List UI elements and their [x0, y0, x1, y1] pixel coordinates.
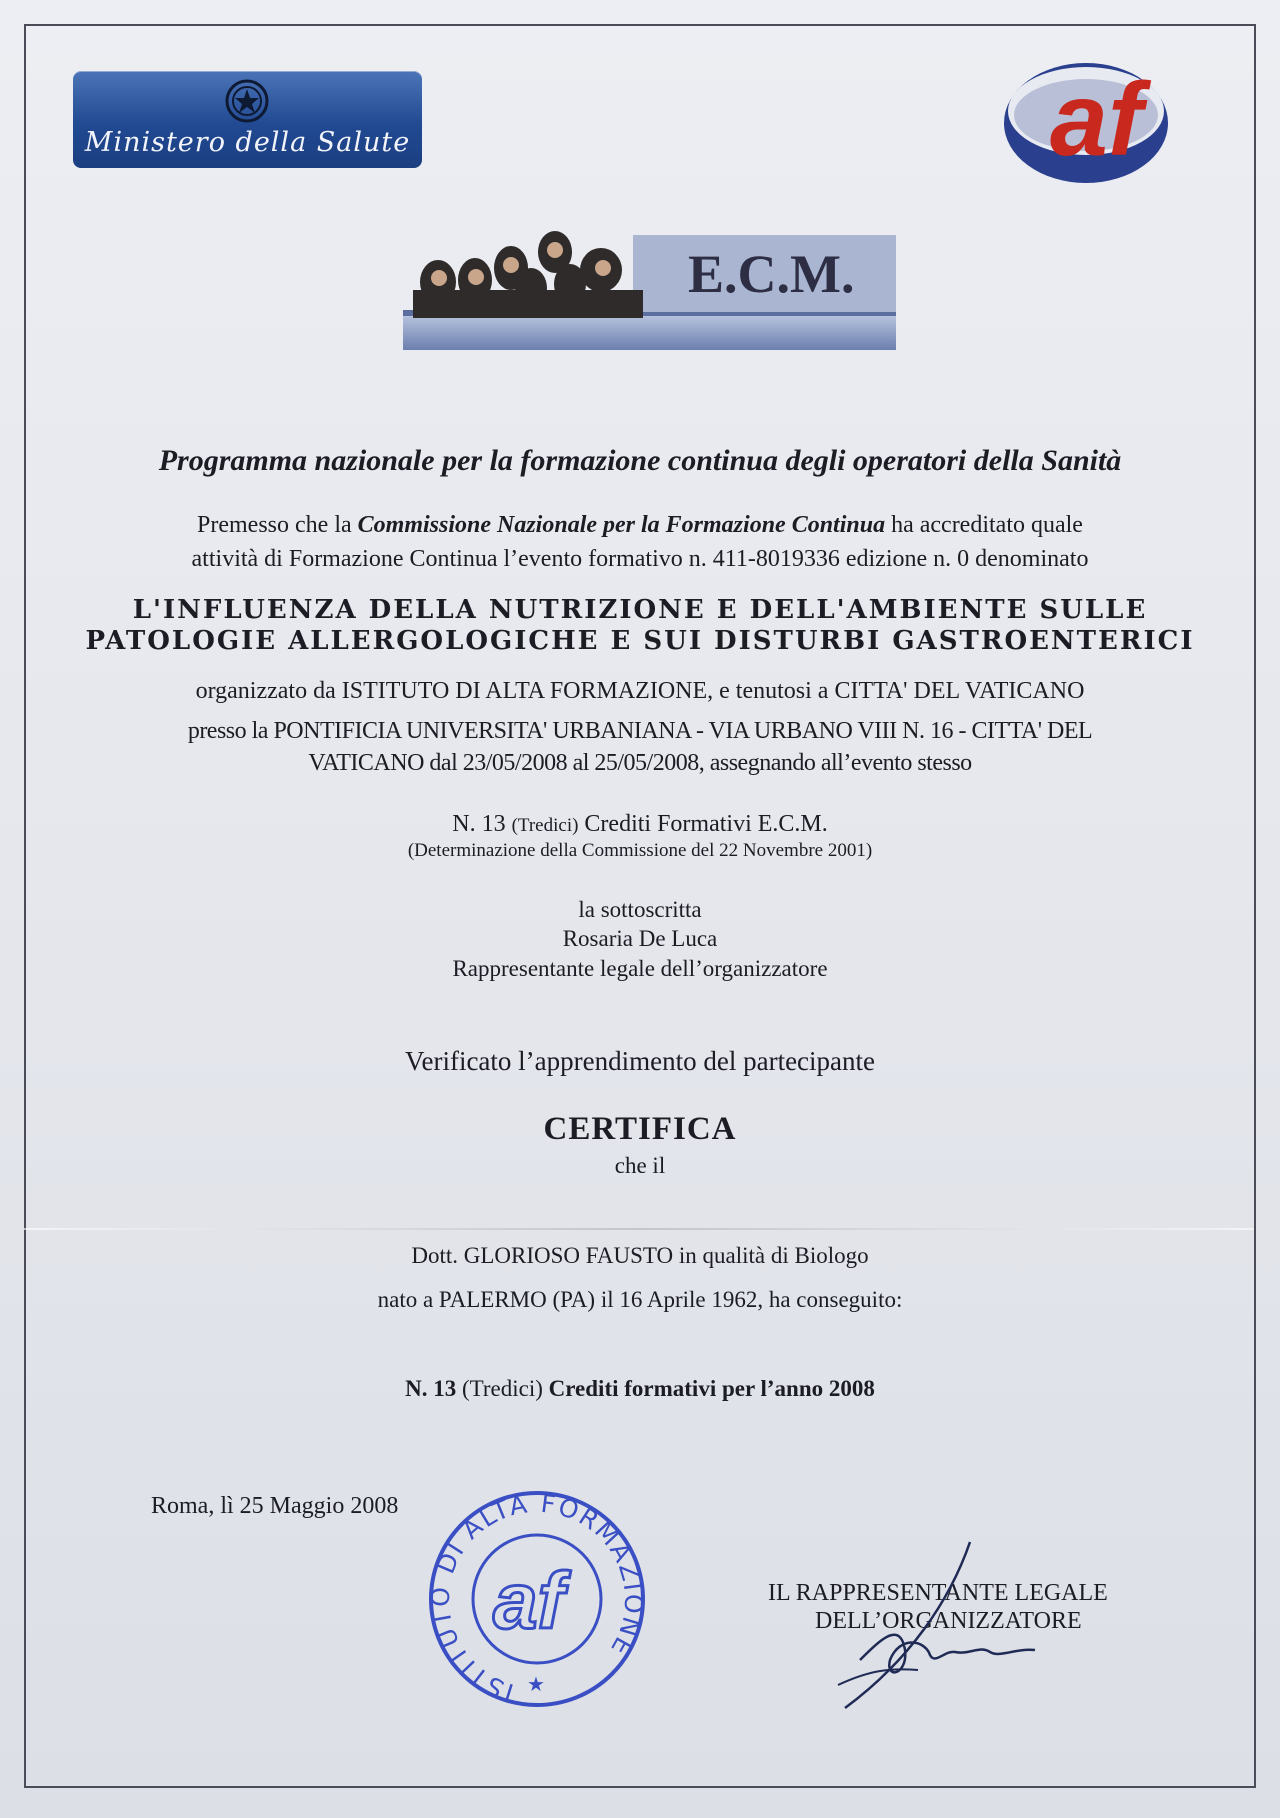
italian-emblem-icon: [223, 77, 271, 125]
commission-name: Commissione Nazionale per la Formazione Continua: [357, 512, 886, 538]
certifica-heading: CERTIFICA: [543, 1111, 737, 1147]
event-title-line-1: L'INFLUENZA DELLA NUTRIZIONE E DELL'AMBIENTE SULLE: [132, 595, 1148, 625]
intro-line-1: [0, 512, 1280, 539]
awarded-credits: [0, 1376, 1280, 1402]
legal-rep-line-2: DELL’ORGANIZZATORE: [815, 1608, 1082, 1634]
signatory-name: Rosaria De Luca: [562, 926, 718, 951]
legal-rep-line-1: IL RAPPRESENTANTE LEGALE: [768, 1580, 1108, 1606]
af-logo-text: af: [1050, 62, 1143, 178]
stamp-center-text: af: [493, 1556, 565, 1645]
ministry-logo: [73, 71, 422, 168]
awarded-credits-words: (Tredici): [461, 1376, 543, 1401]
organization-line-2: presso la PONTIFICIA UNIVERSITA' URBANIANA - VIA URBANO VIII N. 16 - CITTA' DEL: [187, 718, 1093, 744]
signatory-intro: la sottoscritta: [578, 897, 702, 922]
event-title-line-2: PATOLOGIE ALLERGOLOGICHE E SUI DISTURBI GASTROENTERICI: [85, 626, 1195, 656]
organization-line-3: VATICANO dal 23/05/2008 al 25/05/2008, assegnando all’evento stesso: [308, 750, 972, 776]
af-logo: [1000, 55, 1172, 185]
paper-fold-line: [24, 1228, 1254, 1230]
signatory-role: Rappresentante legale dell’organizzatore: [452, 956, 828, 981]
handwritten-signature: [830, 1540, 1060, 1710]
intro-line-2: attività di Formazione Continua l’evento formativo n. 411-8019336 edizione n. 0 denominato: [191, 546, 1089, 572]
awarded-credits-label: Crediti formativi per l’anno 2008: [548, 1376, 875, 1401]
event-credits-words: (Tredici): [511, 815, 579, 836]
event-credits-label: Crediti Formativi E.C.M.: [584, 811, 828, 837]
ministry-name: Ministero della Salute: [84, 127, 411, 158]
participant-line-1: Dott. GLORIOSO FAUSTO in qualità di Biologo: [411, 1243, 869, 1268]
event-credits-number: N. 13: [452, 811, 506, 837]
program-heading: Programma nazionale per la formazione continua degli operatori della Sanità: [158, 444, 1122, 477]
intro-line-1-post: ha accreditato quale: [885, 512, 1083, 538]
stamp-ring-text: ISTITUTO DI ALTA FORMAZIONE: [425, 1488, 649, 1708]
che-il-text: che il: [614, 1153, 666, 1178]
organization-line-1: organizzato da ISTITUTO DI ALTA FORMAZIONE, e tenutosi a CITTA' DEL VATICANO: [195, 678, 1085, 704]
participant-line-2: nato a PALERMO (PA) il 16 Aprile 1962, ha conseguito:: [377, 1287, 903, 1312]
awarded-credits-number: N. 13: [405, 1376, 457, 1401]
intro-line-1-pre: Premesso che la: [197, 512, 358, 538]
determination-note: (Determinazione della Commissione del 22 Novembre 2001): [407, 840, 873, 861]
event-credits: [0, 811, 1280, 838]
ecm-banner: [403, 210, 896, 350]
verification-text: Verificato l’apprendimento del partecipante: [404, 1046, 876, 1076]
organizer-stamp: [423, 1488, 651, 1710]
ecm-title: E.C.M.: [688, 244, 855, 304]
place-date: Roma, lì 25 Maggio 2008: [151, 1493, 399, 1519]
star-icon: ★: [527, 1672, 545, 1696]
